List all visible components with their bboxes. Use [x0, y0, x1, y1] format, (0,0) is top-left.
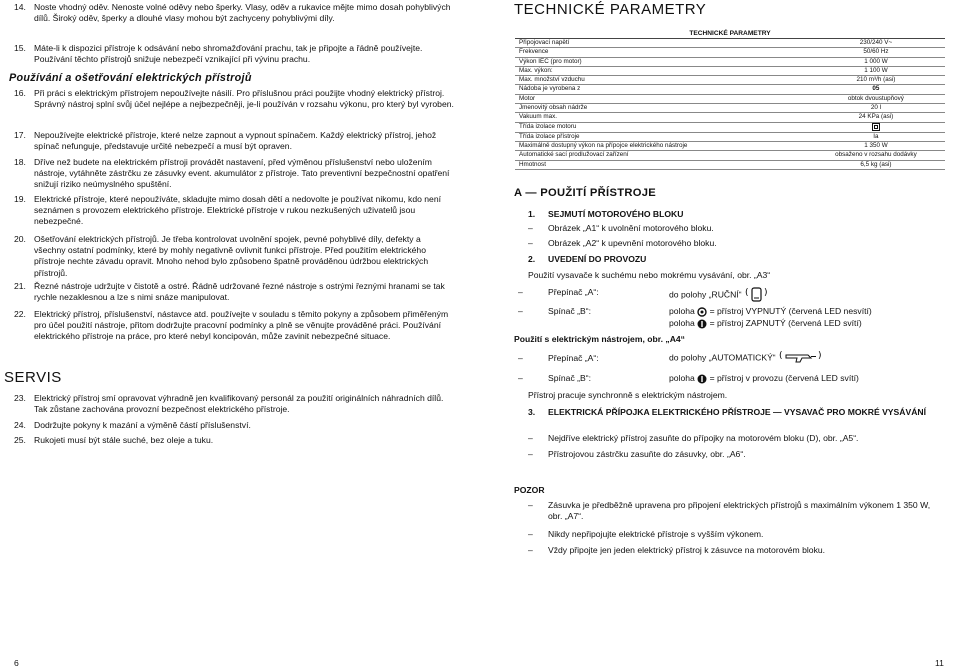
param-value: 230/240 V~: [807, 39, 945, 48]
param-value: 24 KPa (asi): [807, 113, 945, 122]
spinac-off-text: = přístroj VYPNUTÝ (červená LED nesvítí): [709, 306, 872, 316]
dash: –: [528, 545, 533, 555]
table-row: [515, 104, 945, 113]
item-number: 17.: [14, 130, 26, 140]
dash: –: [518, 353, 523, 363]
list-item: Dříve než budete na elektrickém přístroji provádět nastavení, před výměnou příslušenství nebo uložením nástroje, vytáhněte zástrčku ze zásuvky event. akumulátor z přístroje. Tato preventivní bezpečnostní opatření snižují riziko neúmyslného spuštění.: [34, 157, 450, 190]
param-name: Automatické sací prodlužovací zařízení: [515, 151, 807, 160]
item-number: 22.: [14, 309, 26, 319]
prepinac-auto-text: do polohy „AUTOMATICKÝ“: [669, 352, 776, 363]
table-row: [515, 141, 945, 150]
param-name: Hmotnost: [515, 160, 807, 169]
power-on-icon: [697, 374, 707, 384]
param-name: Výkon IEC (pro motor): [515, 57, 807, 66]
list-item: Nejdříve elektrický přístroj zasuňte do přípojky na motorovém bloku (D), obr. „A5“.: [548, 433, 859, 443]
spinac-on-text: = přístroj ZAPNUTÝ (červená LED svítí): [709, 318, 862, 328]
item-number: 20.: [14, 234, 26, 244]
manual-hand-icon: [744, 287, 772, 303]
list-item: Elektrické přístroje, které nepoužíváte, skladujte mimo dosah dětí a nedovolte je používat nikomu, kdo není seznámen s provozem elektrického přístroje. Elektrické přístroje v rukou nezkušených uživatelů jsou nebezpečné.: [34, 194, 441, 227]
param-value: 05: [807, 85, 945, 94]
dash: –: [518, 287, 523, 297]
param-value: 1 100 W: [807, 66, 945, 75]
table-row: [515, 160, 945, 169]
list-item: Obrázek „A2“ k upevnění motorového bloku.: [548, 238, 717, 248]
step-heading: UVEDENÍ DO PROVOZU: [548, 254, 647, 264]
prepinac-value-text: do polohy „RUČNÍ“: [669, 289, 742, 300]
page-number-left: 6: [14, 658, 19, 668]
spinac-run-text: = přístroj v provozu (červená LED svítí): [709, 373, 859, 383]
tech-params-title: TECHNICKÉ PARAMETRY: [514, 1, 707, 18]
param-value: obtok dvoustupňový: [807, 94, 945, 103]
step-number: 1.: [528, 209, 536, 219]
prepinac-value: [669, 287, 772, 303]
spinac-label: Spínač „B“:: [548, 306, 591, 316]
step-number: 3.: [528, 407, 536, 417]
step-heading: ELEKTRICKÁ PŘÍPOJKA ELEKTRICKÉHO PŘÍSTROJE — VYSAVAČ PRO MOKRÉ VYSÁVÁNÍ: [548, 407, 927, 417]
table-row: [515, 85, 945, 94]
list-item: Přístrojovou zástrčku zasuňte do zásuvky, obr. „A6“.: [548, 449, 746, 459]
table-row: [515, 66, 945, 75]
param-name: Max. množství vzduchu: [515, 76, 807, 85]
table-row: [515, 57, 945, 66]
paragraph: Přístroj pracuje synchronně s elektrickým nástrojem.: [528, 390, 728, 400]
spinac-on-line: [669, 318, 862, 329]
table-row: [515, 151, 945, 160]
step-heading: SEJMUTÍ MOTOROVÉHO BLOKU: [548, 209, 684, 219]
param-name: Nádoba je vyrobena z: [515, 85, 807, 94]
list-item: Elektrický přístroj, příslušenství, nástavce atd. používejte v souladu s těmito pokyny a způsobem přiměřeným pro účel použití nástroje, přitom dodržujte pracovní podmínky a plně se věnujte prováděné práci. Používání elektrického přístroje na práce, pro které nebyl koncipován, může zavinit nebezpečné situace.: [34, 309, 449, 342]
tech-params-table: [515, 29, 945, 170]
svg-text:(: (: [744, 288, 749, 298]
list-item: Vždy připojte jen jeden elektrický přístroj k zásuvce na motorovém bloku.: [548, 545, 826, 555]
table-row: [515, 113, 945, 122]
list-item: Ošetřování elektrických přístrojů. Je třeba kontrolovat uvolnění spojek, pevné pohyblivé díly, defekty a všechny ostatní podmínky, které by mohly negativně ovlivnit funkci přístroje. Před použitím elektrického přístroje nechte závadu opravit. Mnoho nehod bylo způsobeno špatně prováděnou údržbou elektrických přístrojů.: [34, 234, 429, 278]
dash: –: [528, 238, 533, 248]
param-name: Frekvence: [515, 48, 807, 57]
prepinac-label: Přepínač „A“:: [548, 287, 599, 297]
dash: –: [528, 500, 533, 510]
table-title: TECHNICKÉ PARAMETRY: [515, 29, 945, 39]
dash: –: [528, 223, 533, 233]
step-number: 2.: [528, 254, 536, 264]
spinac-off-line: [669, 306, 872, 317]
list-item: Nikdy nepřipojujte elektrické přístroje s vyšším výkonem.: [548, 529, 764, 539]
table-row: [515, 132, 945, 141]
param-value: [807, 122, 945, 132]
param-name: Jmenovitý obsah nádrže: [515, 104, 807, 113]
prepinac-label: Přepínač „A“:: [548, 353, 599, 363]
power-off-icon: [697, 307, 707, 317]
power-tool-icon: [778, 351, 824, 365]
param-value: 1 350 W: [807, 141, 945, 150]
dash: –: [518, 306, 523, 316]
servis-heading: SERVIS: [4, 369, 62, 386]
item-number: 23.: [14, 393, 26, 403]
table-row: [515, 76, 945, 85]
item-number: 14.: [14, 2, 26, 12]
dash: –: [528, 433, 533, 443]
power-on-icon: [697, 319, 707, 329]
item-number: 15.: [14, 43, 26, 53]
prepinac-auto-value: [669, 351, 824, 365]
param-name: Maximálně dostupný výkon na přípojce elektrického nástroje: [515, 141, 807, 150]
item-number: 25.: [14, 435, 26, 445]
item-number: 24.: [14, 420, 26, 430]
item-number: 18.: [14, 157, 26, 167]
param-value: 50/60 Hz: [807, 48, 945, 57]
list-item: Elektrický přístroj smí opravovat výhradně jen kvalifikovaný personál za použití originálních náhradních dílů. Tak zůstane zachována provozní bezpečnost elektrického přístroje.: [34, 393, 444, 415]
list-item: Máte-li k dispozici přístroje k odsávání nebo shromažďování prachu, tak je připojte a řádně používejte. Používání těchto přístrojů snižuje nebezpečí vznikající při vývinu prachu.: [34, 43, 423, 65]
param-name: Připojovací napětí: [515, 39, 807, 48]
double-insulation-icon: [872, 123, 880, 131]
svg-text:): ): [818, 351, 822, 361]
param-value: 20 l: [807, 104, 945, 113]
page-number-right: 11: [935, 658, 944, 668]
list-item: Obrázek „A1“ k uvolnění motorového bloku.: [548, 223, 714, 233]
dash: –: [528, 449, 533, 459]
section-a-heading: A — POUŽITÍ PŘÍSTROJE: [514, 187, 657, 199]
param-value: 1 000 W: [807, 57, 945, 66]
dash: –: [528, 529, 533, 539]
spinac-pos-text: poloha: [669, 373, 695, 383]
param-name: Vakuum max.: [515, 113, 807, 122]
list-item: Řezné nástroje udržujte v čistotě a ostré. Řádně udržované řezné nástroje s ostrými řeznými hranami se tak rychle nezaklesnou a lze s nimi snáze manipulovat.: [34, 281, 445, 303]
spinac-pos-text: poloha: [669, 306, 695, 316]
param-name: Motor: [515, 94, 807, 103]
table-row: [515, 39, 945, 48]
list-item: Noste vhodný oděv. Nenoste volné oděvy nebo šperky. Vlasy, oděv a rukavice mějte mimo dosah pohyblivých dílů. Široký oděv, šperky a dlouhé vlasy mohou být zachyceny pohyblivými díly.: [34, 2, 451, 24]
table-row: [515, 94, 945, 103]
param-name: Třída izolace přístroje: [515, 132, 807, 141]
svg-text:): ): [763, 288, 768, 298]
spinac-pos-text: poloha: [669, 318, 695, 328]
table-row: [515, 48, 945, 57]
table-body: [515, 39, 945, 170]
param-value: 6,5 kg (asi): [807, 160, 945, 169]
list-item: Nepoužívejte elektrické přístroje, které nelze zapnout a vypnout spínačem. Každý elektrický přístroj, jehož spínač nefunguje, představuje určité nebezpečí a musí být opraven.: [34, 130, 437, 152]
param-name: Max. výkon:: [515, 66, 807, 75]
table-row: [515, 122, 945, 132]
tool-heading: Použití s elektrickým nástrojem, obr. „A4“: [514, 334, 685, 344]
paragraph: Použití vysavače k suchému nebo mokrému vysávání, obr. „A3“: [528, 270, 771, 280]
spinac-label: Spínač „B“:: [548, 373, 591, 383]
item-number: 19.: [14, 194, 26, 204]
list-item: Dodržujte pokyny k mazání a výměně částí příslušenství.: [34, 420, 251, 430]
item-number: 16.: [14, 88, 26, 98]
list-item: Při práci s elektrickým přístrojem nepoužívejte násilí. Pro příslušnou práci použijte vhodný elektrický přístroj. Správný nástroj splní svůj účel nejlépe a nejbezpečněji, je-li používán v rozsahu výkonu, pro který byl vyroben.: [34, 88, 454, 110]
spinac-run-line: [669, 373, 859, 384]
param-value: obsaženo v rozsahu dodávky: [807, 151, 945, 160]
param-value: 210 m³/h (asi): [807, 76, 945, 85]
list-item: Rukojeti musí být stále suché, bez oleje a tuku.: [34, 435, 214, 445]
section-heading: Používání a ošetřování elektrických přístrojů: [9, 72, 252, 84]
pozor-label: POZOR: [514, 485, 545, 495]
svg-text:(: (: [779, 351, 783, 361]
param-name: Třída izolace motoru: [515, 122, 807, 132]
item-number: 21.: [14, 281, 26, 291]
param-value: Ia: [807, 132, 945, 141]
list-item: Zásuvka je předběžně upravena pro připojení elektrických přístrojů s maximálním výkonem 1 350 W, obr. „A7“.: [548, 500, 931, 521]
dash: –: [518, 373, 523, 383]
